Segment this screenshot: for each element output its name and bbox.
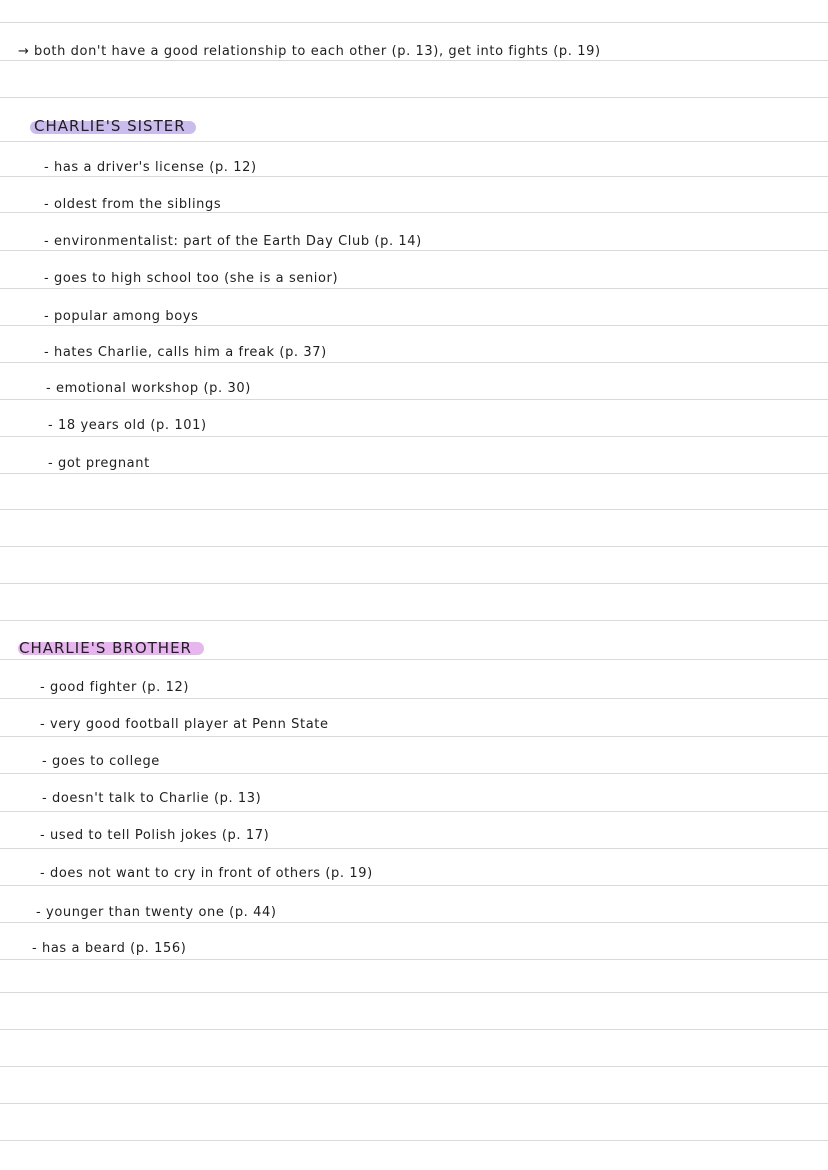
brother-item: - very good football player at Penn State [40,717,329,732]
ruled-line [0,141,828,142]
brother-item: - good fighter (p. 12) [40,680,190,695]
ruled-line [0,436,828,437]
ruled-line [0,176,828,177]
ruled-line [0,1140,828,1141]
ruled-line [0,473,828,474]
intro-text: both don't have a good relationship to each other (p. 13), get into fights (p. 19) [34,44,601,59]
ruled-line [0,659,828,660]
sister-item: - environmentalist: part of the Earth Day Club (p. 14) [44,234,422,249]
sister-item: - emotional workshop (p. 30) [46,381,251,396]
sister-item: - 18 years old (p. 101) [48,418,207,433]
brother-item: - younger than twenty one (p. 44) [36,905,277,920]
brother-item: - has a beard (p. 156) [32,941,187,956]
ruled-line [0,736,828,737]
ruled-line [0,811,828,812]
brother-item: - used to tell Polish jokes (p. 17) [40,828,270,843]
brother-item: - doesn't talk to Charlie (p. 13) [42,791,262,806]
ruled-line [0,250,828,251]
sister-item: - goes to high school too (she is a senior) [44,271,339,286]
ruled-line [0,362,828,363]
sister-heading: CHARLIE'S SISTER [34,117,186,135]
ruled-line [0,1103,828,1104]
ruled-line [0,583,828,584]
ruled-line [0,922,828,923]
sister-item: - got pregnant [48,456,150,471]
ruled-line [0,1066,828,1067]
ruled-line [0,399,828,400]
ruled-line [0,509,828,510]
ruled-line [0,288,828,289]
ruled-line [0,620,828,621]
sister-item: - popular among boys [44,309,199,324]
ruled-line [0,698,828,699]
ruled-line [0,992,828,993]
ruled-line [0,848,828,849]
ruled-line [0,60,828,61]
ruled-line [0,1029,828,1030]
arrow-bullet-icon: → [18,44,30,59]
ruled-line [0,325,828,326]
ruled-line [0,885,828,886]
brother-item: - does not want to cry in front of others (p. 19) [40,866,373,881]
sister-item: - has a driver's license (p. 12) [44,160,257,175]
brother-item: - goes to college [42,754,160,769]
ruled-line [0,959,828,960]
ruled-line [0,773,828,774]
sister-item: - hates Charlie, calls him a freak (p. 37) [44,345,327,360]
ruled-line [0,22,828,23]
ruled-line [0,97,828,98]
ruled-line [0,546,828,547]
sister-item: - oldest from the siblings [44,197,222,212]
intro-line [18,44,601,60]
brother-heading: CHARLIE'S BROTHER [19,639,192,657]
